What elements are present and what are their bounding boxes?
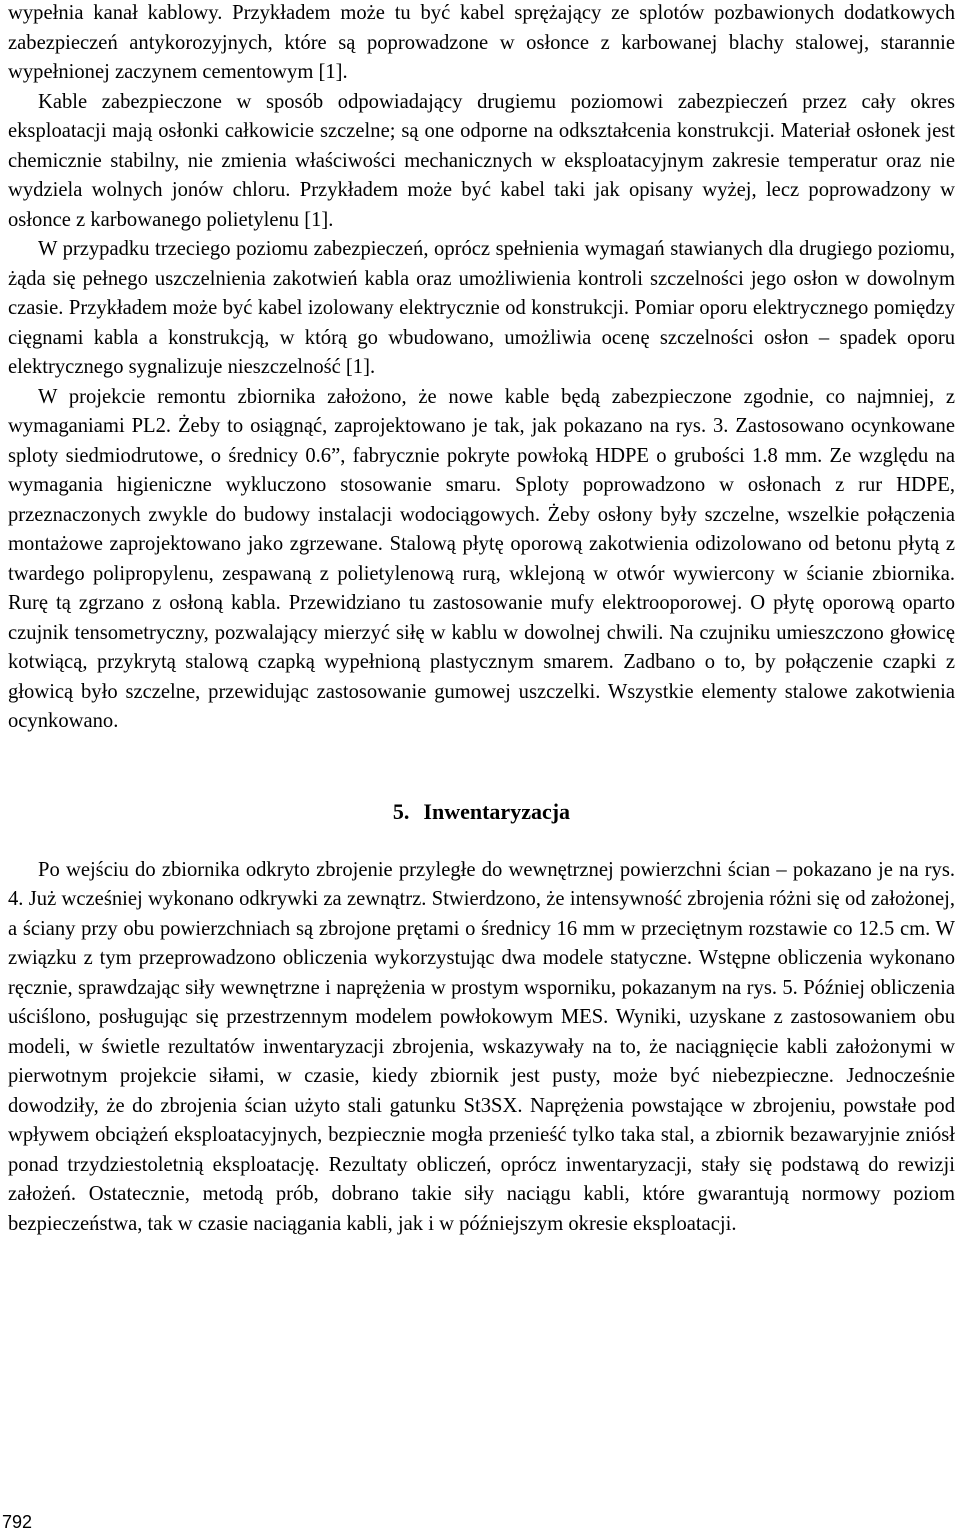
paragraph-continuation: wypełnia kanał kablowy. Przykładem może tu być kabel sprężający ze splotów pozbawionych dodatkowych zabezpieczeń antykorozyjnych, które są poprowadzone w osłonce z karbowanej blachy stalowej, starannie wypełnionej zaczynem cementowym [1]. bbox=[8, 2, 955, 83]
section-number: 5. bbox=[392, 798, 410, 824]
paragraph-repair-project: W projekcie remontu zbiornika założono, że nowe kable będą zabezpieczone zgodnie, co najmniej, z wymaganiami PL2. Żeby to osiągnąć, zaprojektowano je tak, jak pokazano na rys. 3. Zastosowano ocynkowane sploty siedmiodrutowe, o średnicy 0.6”, fabrycznie pokryte powłoką HDPE o grubości 1.8 mm. Ze względu na wymagania higieniczne wykluczono stosowanie smaru. Sploty poprowadzono w osłonach z rur HDPE, przeznaczonych zwykle do budowy instalacji wodociągowych. Żeby osłony były szczelne, wszelkie połączenia montażowe zaprojektowano jako zgrzewane. Stalową płytę oporową zakotwienia odizolowano od betonu płytą z twardego polipropylenu, zespawaną z polietylenową rurą, wklejoną w otwór wywiercony w ścianie zbiornika. Rurę tą zgrzano z osłoną kabla. Przewidziano tu zastosowanie mufy elektrooporowej. O płytę oporową oparto czujnik tensometryczny, pozwalający mierzyć siłę w kablu w dowolnej chwili. Na czujniku umieszczono głowicę kotwiącą, przykrytą stalową czapką wypełnioną plastycznym smarem. Zadbano o to, by połączenie czapki z głowicą było szczelne, przewidując zastosowanie gumowej uszczelki. Wszystkie elementy stalowe zakotwienia ocynkowano. bbox=[8, 385, 955, 732]
paragraph-second-protection-level: Kable zabezpieczone w sposób odpowiadający drugiemu poziomowi zabezpieczeń przez cały okres eksploatacji mają osłonki całkowicie szczelne; są one odporne na odkształcenia konstrukcji. Materiał osłonek jest chemicznie stabilny, nie zmienia właściwości mechanicznych w eksploatacyjnym zakresie temperatur oraz nie wydziela wolnych jonów chloru. Przykładem może być kabel taki jak opisany wyżej, lecz poprowadzony w osłonce z karbowanego polietylenu [1]. bbox=[8, 90, 955, 231]
paragraph-third-protection-level: W przypadku trzeciego poziomu zabezpieczeń, oprócz spełnienia wymagań stawianych dla drugiego poziomu, żąda się pełnego uszczelnienia zakotwień kabla oraz umożliwienia kontroli szczelności jego osłon w dowolnym czasie. Przykładem może być kabel izolowany elektrycznie od konstrukcji. Pomiar oporu elektrycznego pomiędzy cięgnami kabla a konstrukcją, w którą go wbudowano, umożliwia ocenę szczelności osłon – spadek oporu elektrycznego sygnalizuje nieszczelność [1]. bbox=[8, 238, 955, 378]
page-number: 792 bbox=[2, 1512, 33, 1532]
section-title-text: Inwentaryzacja bbox=[423, 798, 571, 824]
section-heading bbox=[8, 794, 955, 830]
document-body bbox=[8, 0, 955, 1239]
section-spacer bbox=[8, 830, 955, 856]
paragraph-inventory: Po wejściu do zbiornika odkryto zbrojenie przyległe do wewnętrznej powierzchni ścian – pokazano je na rys. 4. Już wcześniej wykonano odkrywki za zewnątrz. Stwierdzono, że intensywność zbrojenia różni się od założonej, a ściany przy obu powierzchniach są zbrojone prętami o średnicy 16 mm w przeciętnym rozstawie co 12.5 cm. W związku z tym przeprowadzono obliczenia wykorzystując dwa modele statyczne. Wstępne obliczenia wykonano ręcznie, sprawdzając siły wewnętrzne i naprężenia w prostym wsporniku, pokazanym na rys. 5. Później obliczenia uściślono, posługując się przestrzennym modelem powłokowym MES. Wyniki, uzyskane z zastosowaniem obu modeli, w świetle rezultatów inwentaryzacji zbrojenia, wskazywały na to, że naciągnięcie kabli założonymi w pierwotnym projekcie siłami, w czasie, kiedy zbiornik jest pusty, może być niebezpieczne. Jednocześnie dowodziły, że do zbrojenia ścian użyto stali gatunku St3SX. Naprężenia powstające w zbrojeniu, powstałe pod wpływem obciążeń eksploatacyjnych, bezpiecznie mogła przenieść tylko taka stal, a zbiornik bezawaryjnie zniósł ponad trzydziestoletnią eksploatację. Rezultaty obliczeń, oprócz inwentaryzacji, stały się podstawą do rewizji założeń. Ostatecznie, metodą prób, dobrano takie siły naciągu kabli, które gwarantują normowy poziom bezpieczeństwa, tak w czasie naciągania kabli, jak i w późniejszym okresie eksploatacji. bbox=[8, 858, 955, 1235]
